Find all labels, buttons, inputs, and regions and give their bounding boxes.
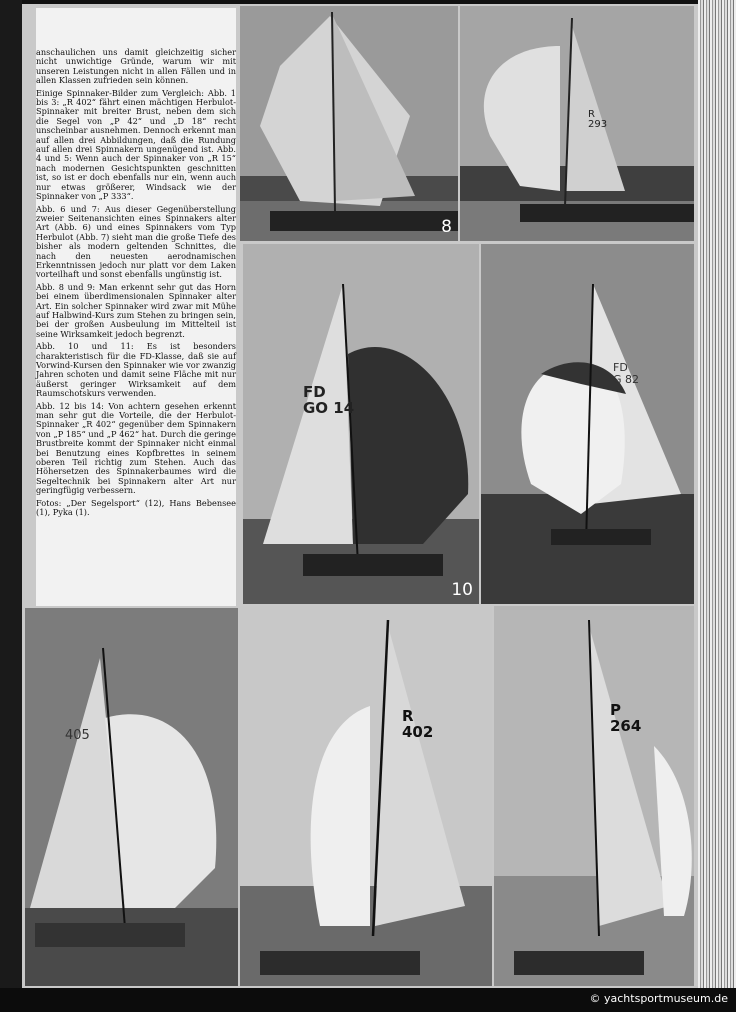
photo-13-r402-spinnaker <box>240 606 492 986</box>
photo-credits: Fotos: „Der Segelsport“ (12), Hans Bebensee (1), Pyka (1). <box>36 497 236 518</box>
photo-14-p264-spinnaker <box>494 606 694 986</box>
article-paragraph: Einige Spinnaker-Bilder zum Vergleich: Abb. 1 bis 3: „R 402“ fährt einen mächtigen Herbulot-Spinnaker mit breiter Brust, neben dem sich die Segel von „P 42“ und „D 18“ recht unscheinbar ausnehmen. Dennoch erkennt man auf allen drei Abbildungen, daß die Rundung auf allen drei Spinnakern ungenügend ist. Abb. 4 und 5: Wenn auch der Spinnaker von „R 15“ nach modernen Gesichtspunkten geschnitten ist, so ist er doch ebenfalls nur ein, wenn auch nur etwas größerer, Windsack wie der Spinnaker von „P 333“. <box>36 87 236 202</box>
photo-10-fd-dinghy-spinnaker <box>243 244 479 604</box>
page-edges <box>698 0 736 990</box>
book-spine-shadow <box>0 0 22 1012</box>
sail-number: FD GO 14 <box>303 383 355 417</box>
figure-number: 8 <box>441 217 452 237</box>
article-paragraph: anschaulichen uns damit gleichzeitig sicher nicht unwichtige Gründe, warum wir mit unseren Leistungen nicht in allen Fällen und in allen Klassen zufrieden sein können. <box>36 47 236 86</box>
figure-number: 10 <box>451 580 473 600</box>
sail-number: FD G 82 <box>613 361 640 386</box>
article-paragraph: Abb. 6 und 7: Aus dieser Gegenüberstellung zweier Seitenansichten eines Spinnakers alter Art (Abb. 6) und eines Spinnakers vom Typ Herbulot (Abb. 7) sieht man die große Tiefe des bisher als modern geltenden Schnittes, die nach den neuesten aerodnamischen Erkenntnissen jedoch nur platt vor dem Laken vorteilhaft und sonst ebenfalls ungünstig ist. <box>36 203 236 280</box>
photo-8-sailboat-spinnaker <box>240 6 458 241</box>
article-text-column <box>36 8 236 606</box>
article-paragraph: Abb. 10 und 11: Es ist besonders charakteristisch für die FD-Klasse, daß sie auf Vorwind-Kursen den Spinnaker wie vor zwanzig Jahren schoten und damit seine Fläche mit nur äußerst geringer Wirksamkeit auf dem Raumschotskurs verwenden. <box>36 341 236 399</box>
article-paragraph: Abb. 8 und 9: Man erkennt sehr gut das Horn bei einem überdimensionalen Spinnaker alter Art. Ein solcher Spinnaker wird zwar mit Mühe auf Halbwind-Kurs zum Stehen zu bringen sein, bei der großen Ausbeulung im Mittelteil ist seine Wirksamkeit jedoch begrenzt. <box>36 281 236 339</box>
watermark-credit: © yachtsportmuseum.de <box>589 992 728 1005</box>
photo-9-sailboat-spinnaker <box>460 6 694 241</box>
photo-11-fd-dinghy-spinnaker <box>481 244 694 604</box>
sail-number: R 293 <box>588 109 608 130</box>
sail-number: P 264 <box>610 701 642 735</box>
article-paragraph: Abb. 12 bis 14: Von achtern gesehen erkennt man sehr gut die Vorteile, die der Herbulot-Spinnaker „R 402“ gegenüber dem Spinnakern von „P 185“ und „P 462“ hat. Durch die geringe Brustbreite kommt der Spinnaker nicht einmal bei Benutzung eines Kopfbrettes in seinem oberen Teil richtig zum Stehen. Auch das Höhersetzen des Spinnakerbaumes wird die Segeltechnik bei Spinnakern alter Art nur geringfügig verbessern. <box>36 400 236 496</box>
sail-number: 405 <box>65 728 90 743</box>
photo-12-yacht-spinnaker <box>25 608 238 986</box>
sail-number: R 402 <box>402 707 434 741</box>
